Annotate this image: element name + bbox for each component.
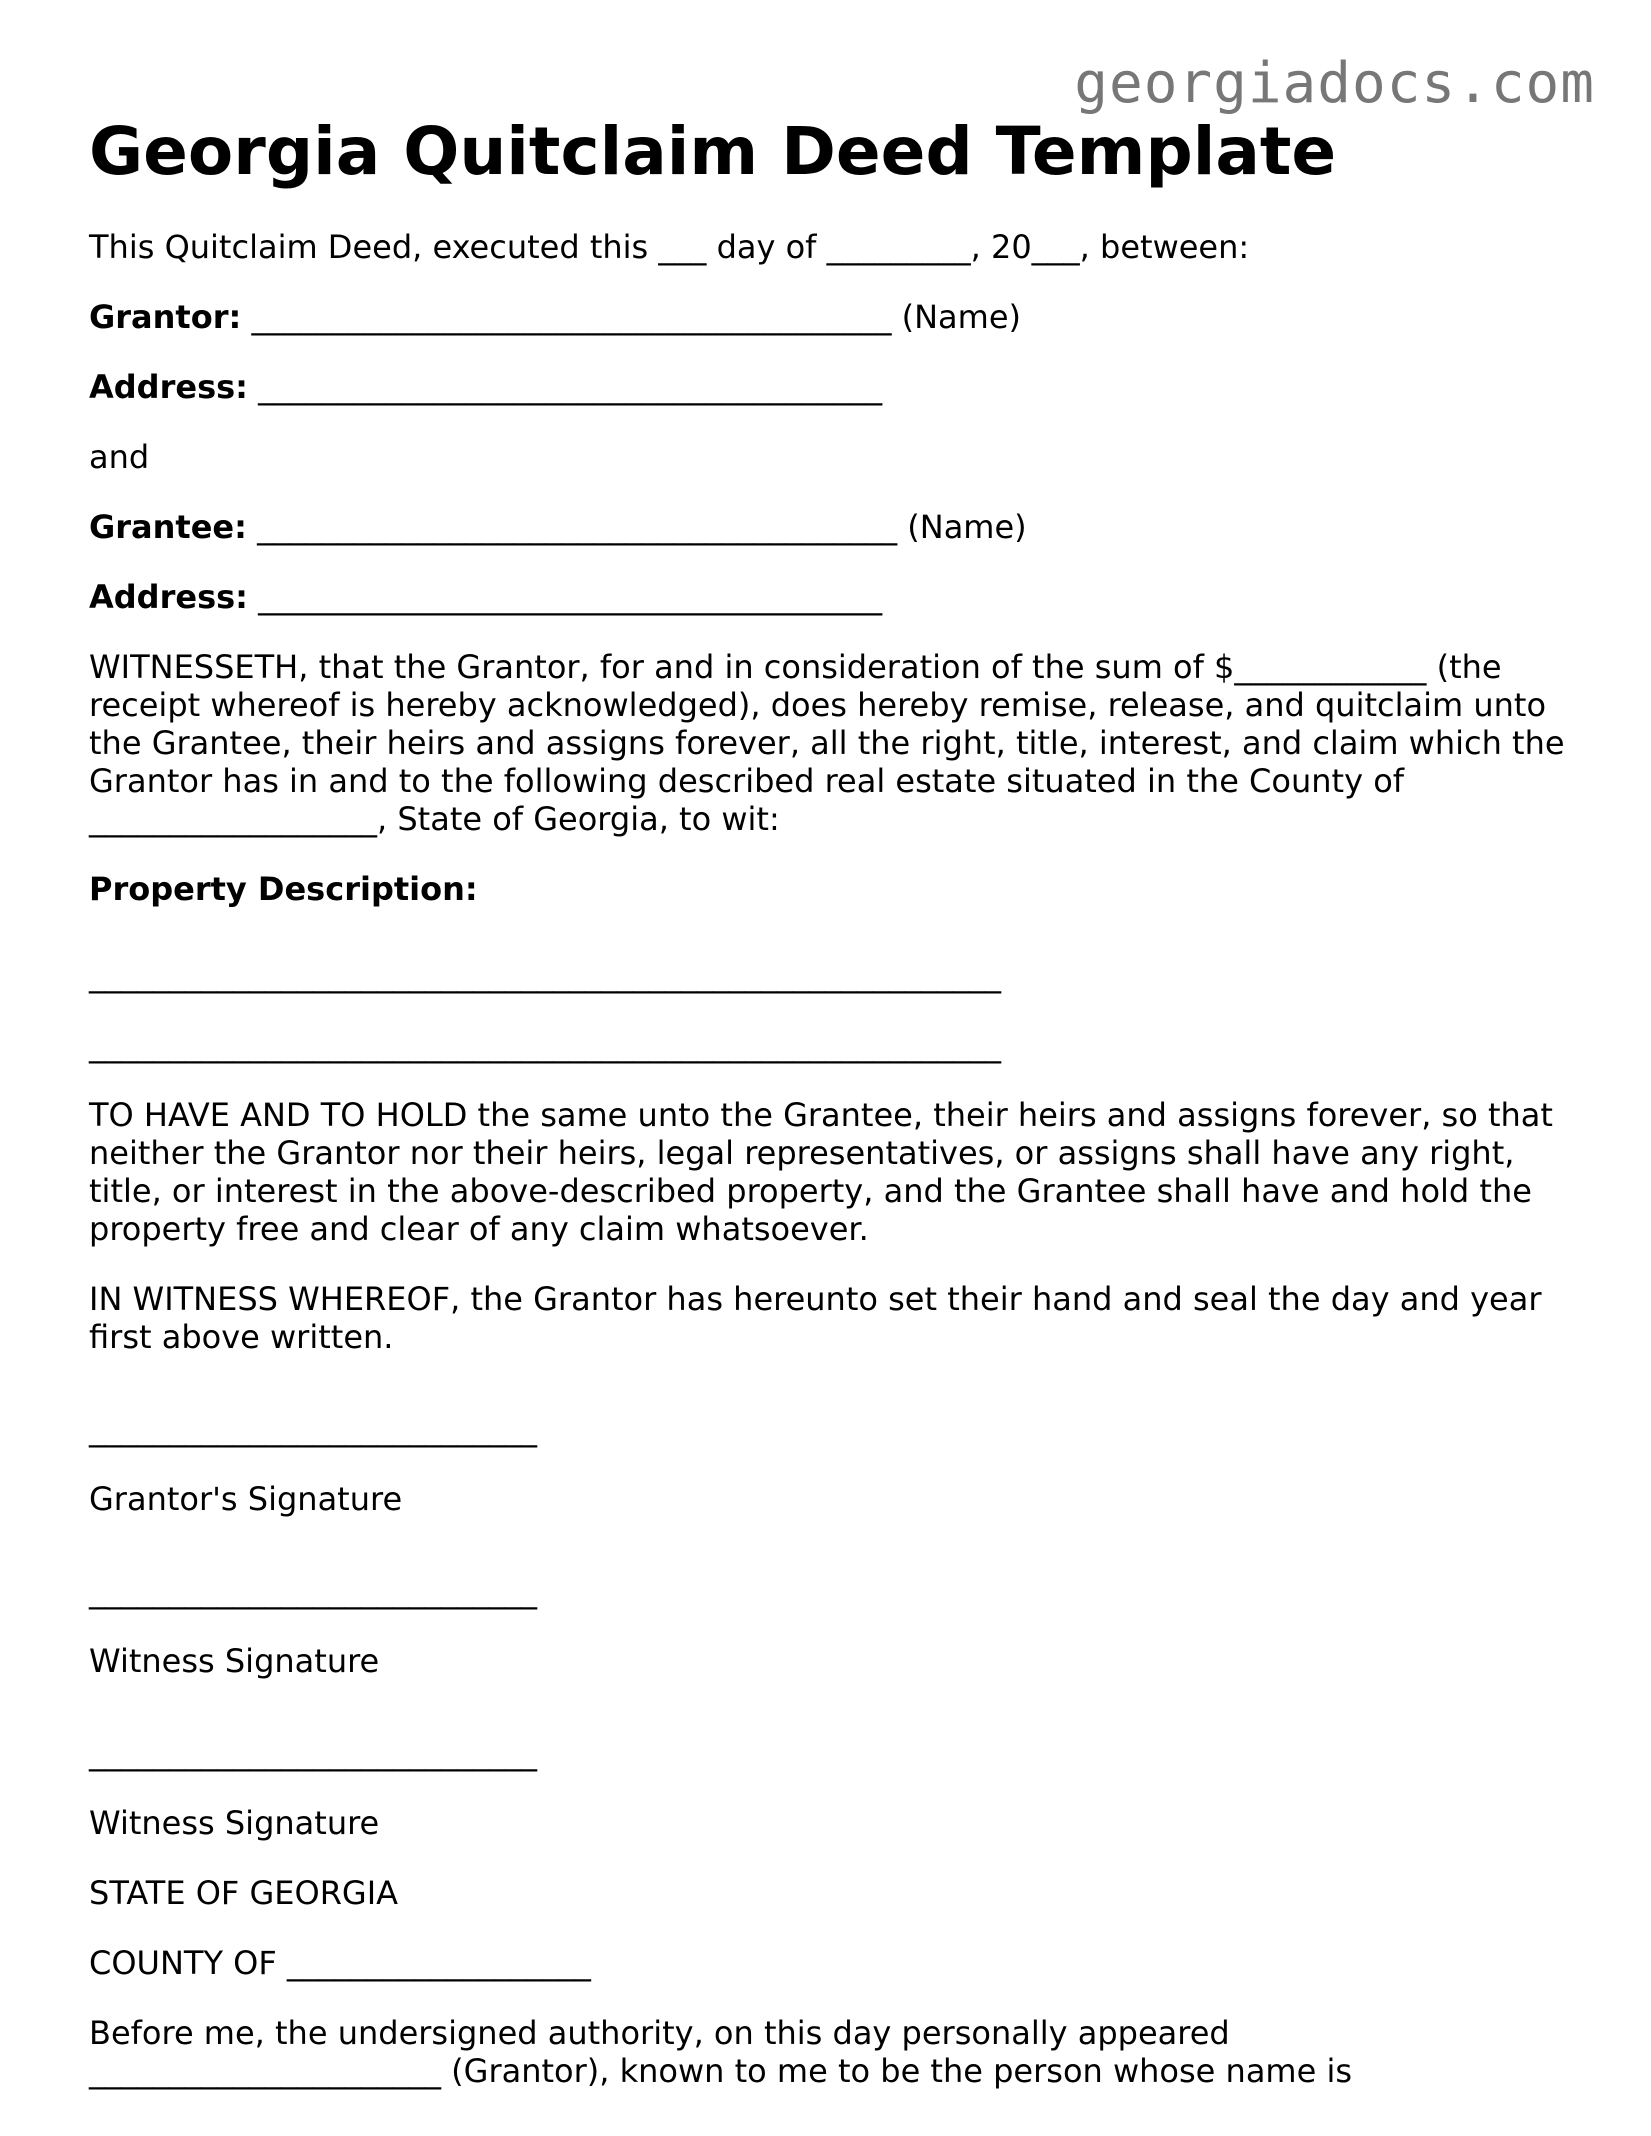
witness-signature-label: Witness Signature	[89, 1804, 380, 1842]
grantor-name-field: ________________________________________ (Name)	[241, 298, 1021, 336]
witness-signature-line: ____________________________	[89, 1572, 537, 1610]
county-of-line: COUNTY OF ___________________	[89, 1944, 591, 1982]
grantor-line	[89, 298, 1569, 336]
and-text: and	[89, 438, 150, 476]
grantee-line	[89, 508, 1569, 546]
grantee-label: Grantee:	[89, 508, 247, 546]
witnesseth-paragraph: WITNESSETH, that the Grantor, for and in consideration of the sum of $____________ (the receipt whereof is hereby acknowledged), does hereby remise, release, and quitclaim unto the Grantee, their heirs and assigns forever, all the right, title, interest, and claim which the Grantor has in and to the following described real estate situated in the County of __________________, State of Georgia, to wit:	[89, 648, 1565, 838]
property-description-label: Property Description:	[89, 870, 478, 908]
grantor-label: Grantor:	[89, 298, 242, 336]
notary-paragraph: Before me, the undersigned authority, on this day personally appeared ______________________ (Grantor), known to me to be the person whose name is	[89, 2014, 1353, 2090]
witness-signature-line: ____________________________	[89, 1734, 537, 1772]
grantee-address-line	[89, 578, 1569, 616]
to-have-and-hold-paragraph: TO HAVE AND TO HOLD the same unto the Grantee, their heirs and assigns forever, so that neither the Grantor nor their heirs, legal representatives, or assigns shall have any right, title, or interest in the above-described property, and the Grantee shall have and hold the property free and clear of any claim whatsoever.	[89, 1096, 1553, 1248]
grantor-signature-label: Grantor's Signature	[89, 1480, 403, 1518]
grantee-address-label: Address:	[89, 578, 248, 616]
state-of-heading: STATE OF GEORGIA	[89, 1874, 399, 1912]
grantor-address-label: Address:	[89, 368, 248, 406]
page-title: Georgia Quitclaim Deed Template	[89, 113, 1337, 190]
witness-signature-label: Witness Signature	[89, 1642, 380, 1680]
document-page	[89, 112, 1569, 2090]
in-witness-paragraph: IN WITNESS WHEREOF, the Grantor has hereunto set their hand and seal the day and year first above written.	[89, 1280, 1542, 1356]
grantor-address-field: _______________________________________	[247, 368, 883, 406]
grantor-address-line	[89, 368, 1569, 406]
watermark-logo: georgiadocs.com	[1074, 51, 1595, 116]
grantee-address-field: _______________________________________	[247, 578, 883, 616]
grantee-name-field: ________________________________________ (Name)	[246, 508, 1027, 546]
intro-paragraph: This Quitclaim Deed, executed this ___ day of _________, 20___, between:	[89, 228, 1250, 266]
grantor-signature-line: ____________________________	[89, 1410, 537, 1448]
property-description-line: _________________________________________________________	[89, 1026, 1001, 1064]
property-description-line: _________________________________________________________	[89, 956, 1001, 994]
